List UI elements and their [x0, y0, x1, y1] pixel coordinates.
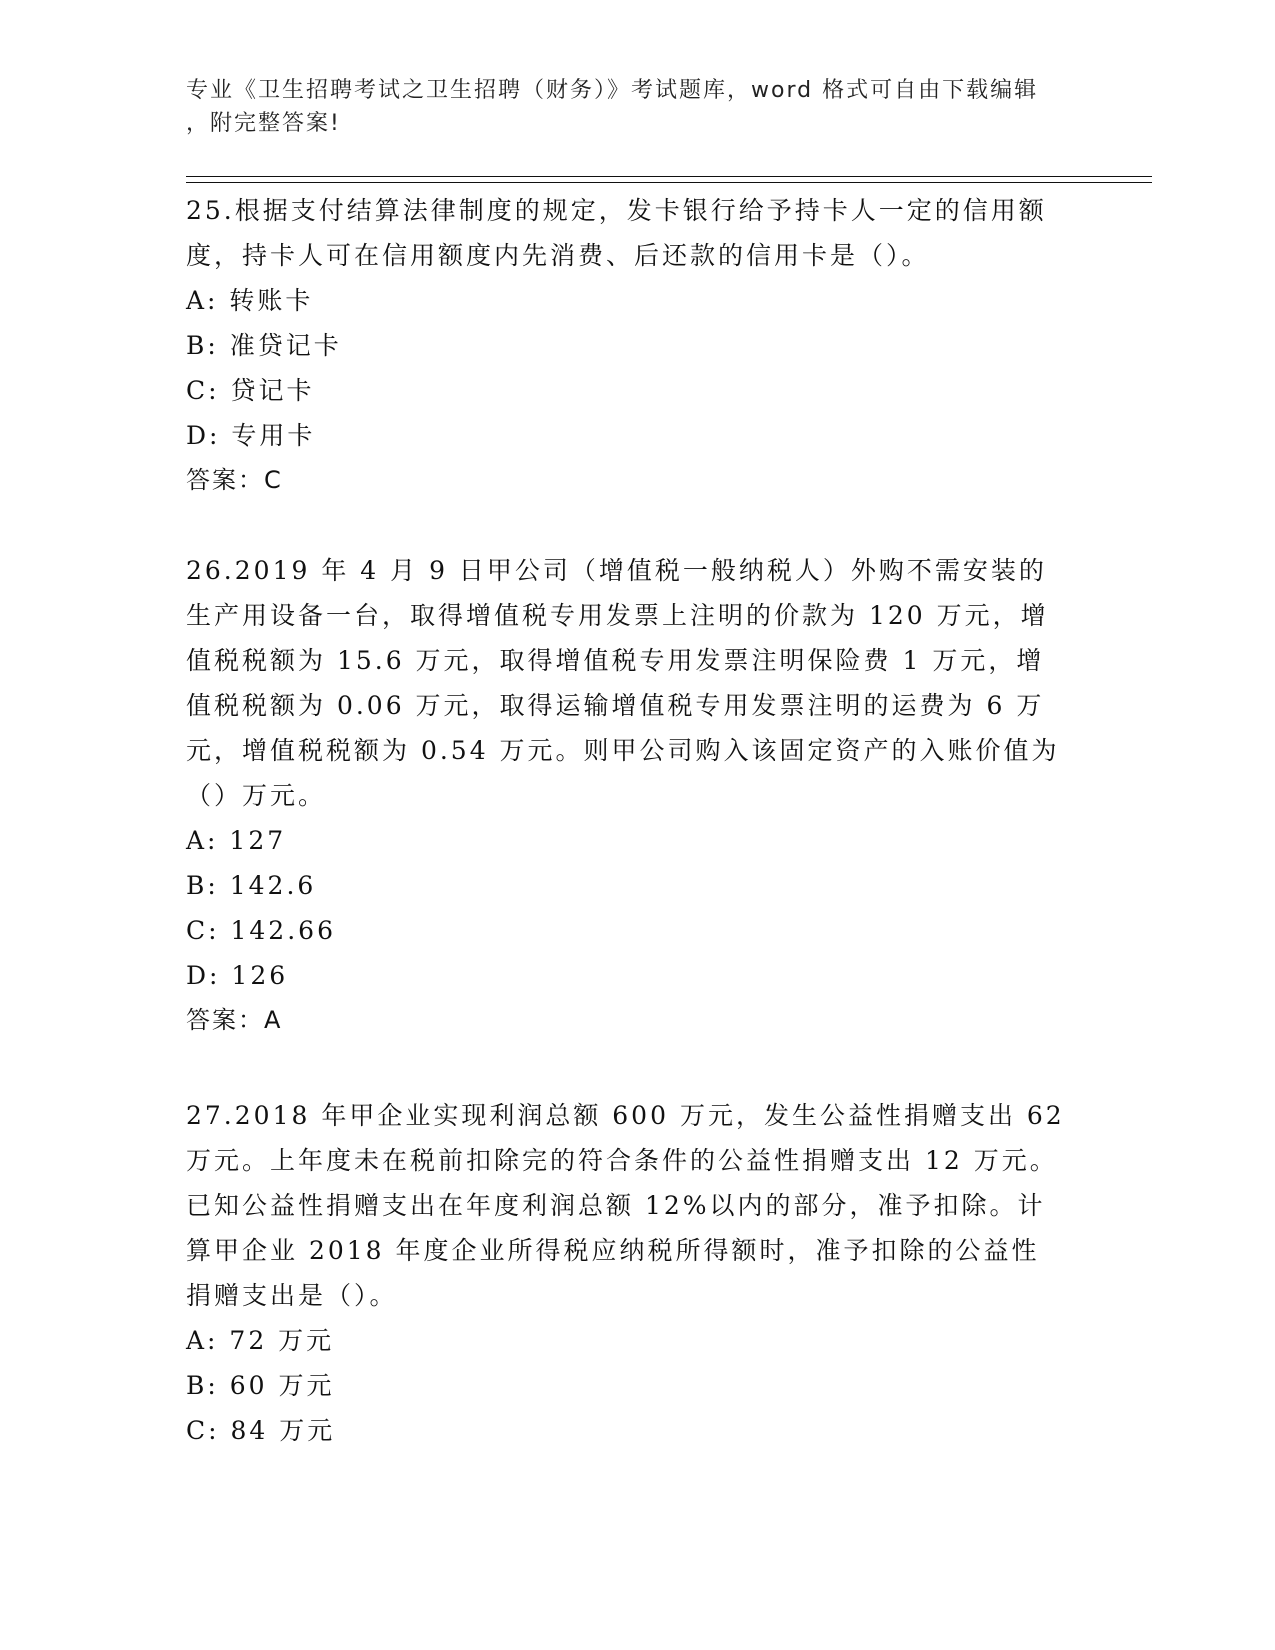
question-stem: 27.2018 年甲企业实现利润总额 600 万元，发生公益性捐赠支出 62 万元。上年度未在税前扣除完的符合条件的公益性捐赠支出 12 万元。已知公益性捐赠支出在年度利润总额 12%以内的部分，准予扣除。计算甲企业 2018 年度企业所得税应纳税所得额时，准予扣除的公益性捐赠支出是（）。: [186, 1101, 1065, 1310]
answer-key: 答案：A: [186, 1006, 283, 1034]
question-stem: 26.2019 年 4 月 9 日甲公司（增值税一般纳税人）外购不需安装的生产用设备一台，取得增值税专用发票上注明的价款为 120 万元，增值税税额为 15.6 万元，取得增值税专用发票注明保险费 1 万元，增值税税额为 0.06 万元，取得运输增值税专用发票注明的运费为 6 万元，增值税税额为 0.54 万元。则甲公司购入该固定资产的入账价值为（）万元。: [186, 556, 1060, 810]
option-a: A: 72 万元: [186, 1326, 335, 1355]
option-list: [186, 1318, 1066, 1453]
header-divider-top: [186, 176, 1152, 177]
question-27: [186, 1093, 1066, 1453]
answer-key: 答案：C: [186, 466, 283, 494]
option-b: B: 准贷记卡: [186, 331, 342, 360]
option-b: B: 142.6: [186, 871, 317, 900]
option-d: D: 专用卡: [186, 421, 316, 450]
option-d: D: 126: [186, 961, 289, 990]
option-b: B: 60 万元: [186, 1371, 335, 1400]
option-list: [186, 278, 1066, 458]
option-a: A: 127: [186, 826, 287, 855]
option-list: [186, 818, 1066, 998]
option-c: C: 84 万元: [186, 1416, 336, 1445]
question-25: [186, 188, 1066, 503]
question-26: [186, 548, 1066, 1043]
document-header: [186, 74, 1066, 140]
option-c: C: 贷记卡: [186, 376, 315, 405]
header-subtitle-line: ，附完整答案!: [186, 111, 341, 136]
question-stem: 25.根据支付结算法律制度的规定，发卡银行给予持卡人一定的信用额度，持卡人可在信用额度内先消费、后还款的信用卡是（）。: [186, 196, 1047, 270]
option-c: C: 142.66: [186, 916, 336, 945]
header-title-line: 专业《卫生招聘考试之卫生招聘（财务）》考试题库，word 格式可自由下载编辑: [186, 78, 1039, 103]
header-divider-bottom: [186, 182, 1152, 183]
option-a: A: 转账卡: [186, 286, 314, 315]
